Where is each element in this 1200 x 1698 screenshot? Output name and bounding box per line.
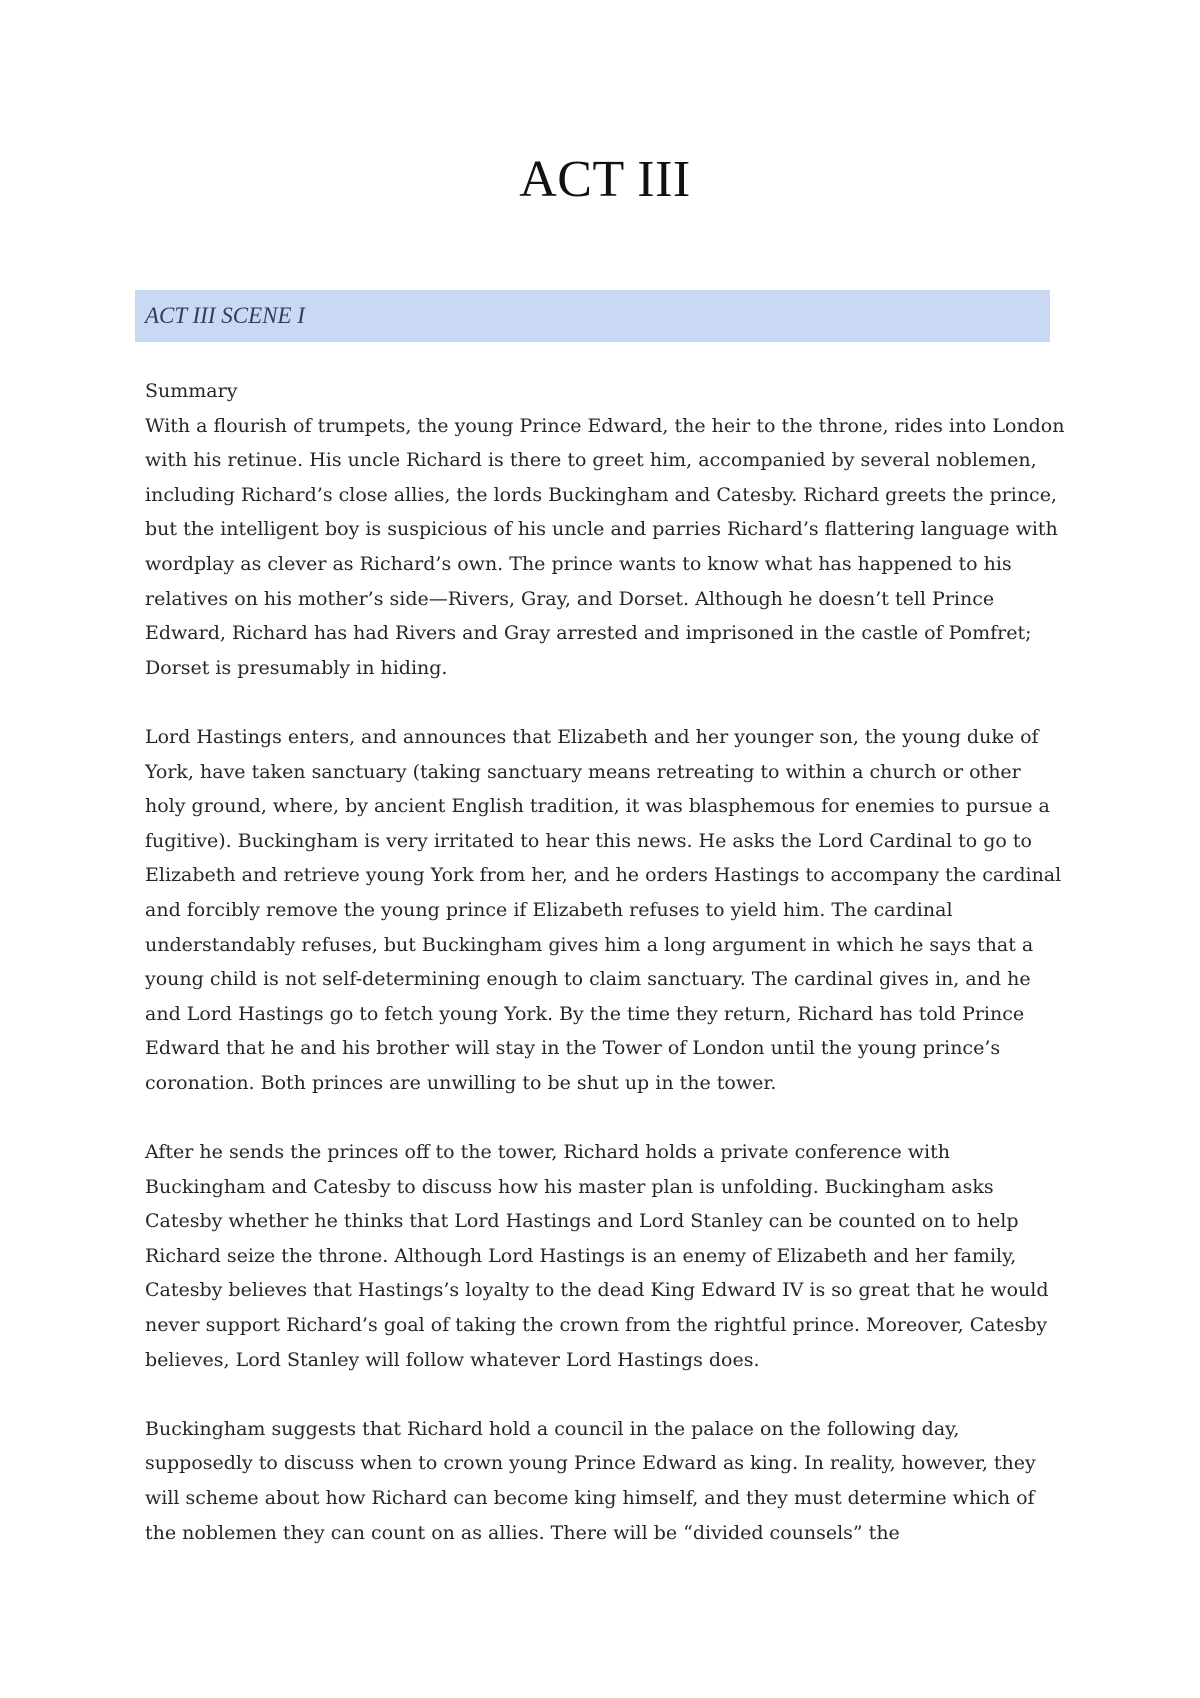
paragraph: Lord Hastings enters, and announces that Elizabeth and her younger son, the young duke of York, have taken sanctuary (taking sanctuary means retreating to within a church or other holy ground, where, by ancient English tradition, it was blasphemous for enemies to pursue a fugitive). Buckingham is very irritated to hear this news. He asks the Lord Cardinal to go to Elizabeth and retrieve young York from her, and he orders Hastings to accompany the cardinal and forcibly remove the young prince if Elizabeth refuses to yield him. The cardinal understandably refuses, but Buckingham gives him a long argument in which he says that a young child is not self-determining enough to claim sanctuary. The cardinal gives in, and he and Lord Hastings go to fetch young York. By the time they return, Richard has told Prince Edward that he and his brother will stay in the Tower of London until the young prince’s coronation. Both princes are unwilling to be shut up in the tower. xyxy=(145,725,1062,1094)
page-title: ACT III xyxy=(519,151,691,208)
paragraph: After he sends the princes off to the tower, Richard holds a private conference with Buckingham and Catesby to discuss how his master plan is unfolding. Buckingham asks Catesby whether he thinks that Lord Hastings and Lord Stanley can be counted on to help Richard seize the throne. Although Lord Hastings is an enemy of Elizabeth and her family, Catesby believes that Hastings’s loyalty to the dead King Edward IV is so great that he would never support Richard’s goal of taking the crown from the rightful prince. Moreover, Catesby believes, Lord Stanley will follow whatever Lord Hastings does. xyxy=(145,1141,1049,1371)
paragraph-text: With a flourish of trumpets, the young Prince Edward, the heir to the throne, rides into London with his retinue. His uncle Richard is there to greet him, accompanied by several noblemen, including Richard’s close allies, the lords Buckingham and Catesby. Richard greets the prince, but the intelligent boy is suspicious of his uncle and parries Richard’s flattering language with wordplay as clever as Richard’s own. The prince wants to know what has happened to his relatives on his mother’s side—Rivers, Gray, and Dorset. Although he doesn’t tell Prince Edward, Richard has had Rivers and Gray arrested and imprisoned in the castle of Pomfret; Dorset is presumably in hiding. xyxy=(145,414,1065,679)
paragraph: Buckingham suggests that Richard hold a council in the palace on the following day, supposedly to discuss when to crown young Prince Edward as king. In reality, however, they will scheme about how Richard can become king himself, and they must determine which of the noblemen they can count on as allies. There will be “divided counsels” the xyxy=(145,1417,1036,1544)
scene-heading: ACT III SCENE I xyxy=(145,303,305,328)
scene-heading-bar xyxy=(135,290,1050,342)
paragraph-summary xyxy=(145,374,1065,685)
summary-label: Summary xyxy=(145,380,238,402)
document-body xyxy=(145,374,1065,1585)
